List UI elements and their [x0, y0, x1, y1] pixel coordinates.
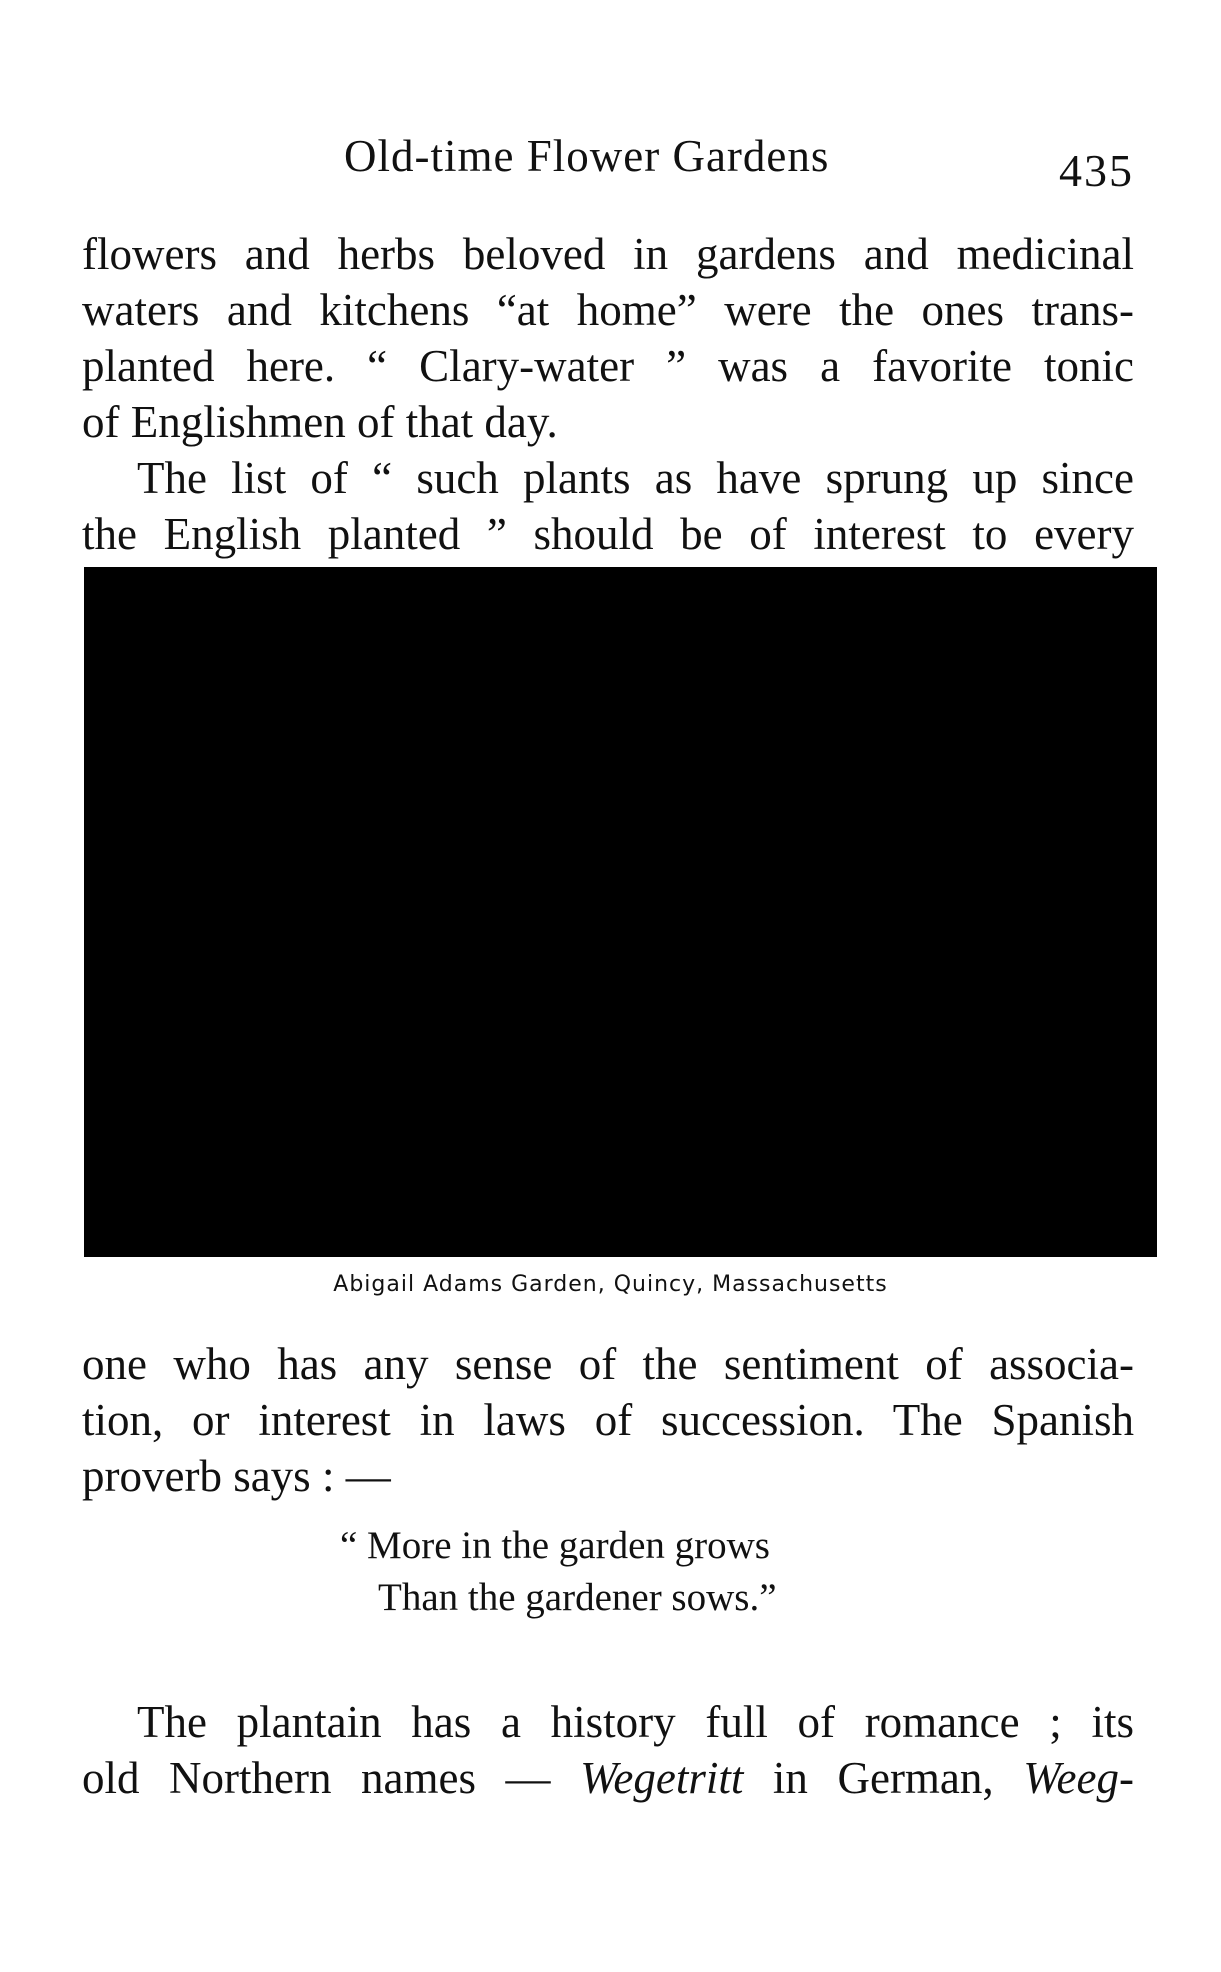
page-number: 435	[1059, 145, 1134, 196]
text-line: The list of “ such plants as have sprung up since	[137, 453, 1134, 503]
text-line: proverb says : —	[82, 1451, 391, 1501]
text-line: The plantain has a history full of romance ; its	[137, 1697, 1134, 1747]
text-segment: old Northern names —	[82, 1753, 581, 1803]
verse-line: Than the gardener sows.”	[378, 1576, 777, 1619]
photo-plate	[84, 567, 1157, 1257]
verse-line: “ More in the garden grows	[340, 1524, 770, 1567]
text-line	[82, 1750, 1134, 1806]
text-line: tion, or interest in laws of succession. The Spanish	[82, 1395, 1134, 1445]
running-title: Old-time Flower Gardens	[344, 131, 830, 181]
italic-term: Weeg-	[1023, 1753, 1134, 1803]
body-text-top	[82, 226, 1134, 562]
body-text-middle	[82, 1336, 1134, 1504]
text-segment: in German,	[743, 1753, 1024, 1803]
text-line: planted here. “ Clary-water ” was a favorite tonic	[82, 341, 1134, 391]
text-line: flowers and herbs beloved in gardens and medicinal	[82, 229, 1134, 279]
running-head	[82, 130, 1134, 196]
italic-term: Wegetritt	[580, 1753, 744, 1803]
proverb-verse	[0, 1520, 1221, 1624]
text-line: one who has any sense of the sentiment of associa-	[82, 1339, 1134, 1389]
text-line: waters and kitchens “at home” were the ones trans-	[82, 285, 1134, 335]
figure-caption: Abigail Adams Garden, Quincy, Massachusetts	[333, 1272, 888, 1297]
text-line: the English planted ” should be of interest to every	[82, 509, 1134, 559]
text-line: of Englishmen of that day.	[82, 397, 558, 447]
body-text-bottom	[82, 1694, 1134, 1806]
